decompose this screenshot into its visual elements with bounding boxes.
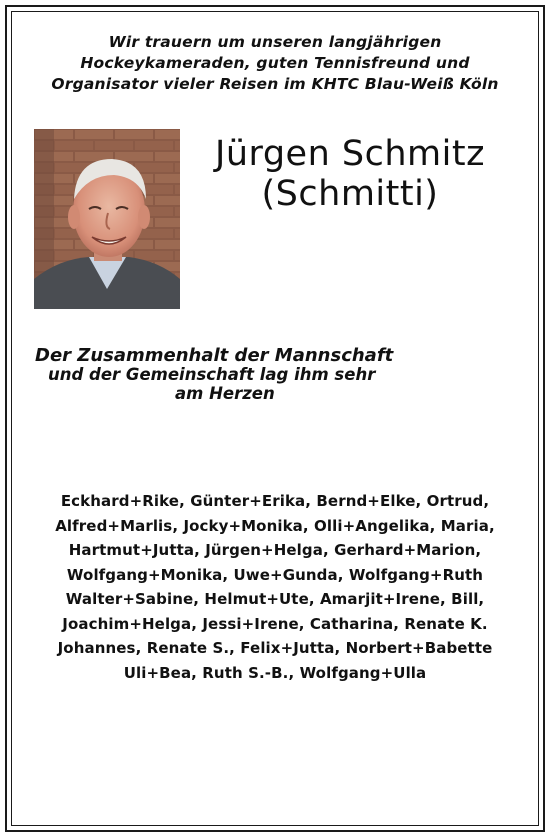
intro-line: Wir trauern um unseren langjährigen bbox=[108, 33, 442, 51]
deceased-name: Jürgen Schmitz bbox=[215, 134, 485, 174]
memorial-quote bbox=[35, 346, 393, 403]
portrait-photo bbox=[34, 129, 180, 309]
signatories-list bbox=[20, 489, 530, 685]
signatories-line: Walter+Sabine, Helmut+Ute, Amarjit+Irene, Bill, bbox=[65, 590, 485, 608]
signatories-line: Joachim+Helga, Jessi+Irene, Catharina, Renate K. bbox=[62, 614, 488, 633]
signatories-line: Wolfgang+Monika, Uwe+Gunda, Wolfgang+Ruth bbox=[66, 565, 484, 584]
signatories-line: Hartmut+Jutta, Jürgen+Helga, Gerhard+Marion, bbox=[68, 541, 482, 559]
quote-line: am Herzen bbox=[175, 384, 275, 403]
quote-line: Der Zusammenhalt der Mannschaft bbox=[35, 345, 394, 366]
intro-line: Hockeykameraden, guten Tennisfreund und bbox=[80, 54, 470, 72]
intro-line: Organisator vieler Reisen im KHTC Blau-Weiß Köln bbox=[51, 75, 499, 93]
quote-line: und der Gemeinschaft lag ihm sehr bbox=[48, 365, 376, 384]
deceased-nickname: (Schmitti) bbox=[261, 174, 439, 214]
signatories-line: Alfred+Marlis, Jocky+Monika, Olli+Angelika, Maria, bbox=[55, 516, 495, 535]
signatories-line: Uli+Bea, Ruth S.-B., Wolfgang+Ulla bbox=[123, 663, 427, 682]
intro-text bbox=[20, 32, 530, 95]
signatories-line: Eckhard+Rike, Günter+Erika, Bernd+Elke, Ortrud, bbox=[60, 492, 490, 510]
signatories-line: Johannes, Renate S., Felix+Jutta, Norbert+Babette bbox=[57, 639, 493, 657]
deceased-name-block bbox=[180, 134, 520, 214]
